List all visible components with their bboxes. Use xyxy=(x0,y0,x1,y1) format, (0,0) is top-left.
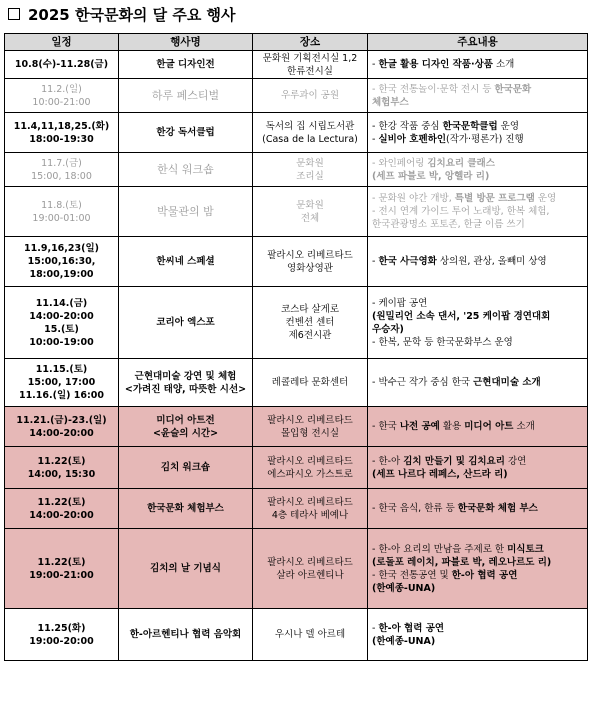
description-line xyxy=(372,255,583,268)
date-cell-line: 15:00, 18:00 xyxy=(31,170,92,182)
highlight-text: (한예종-UNA) xyxy=(372,635,436,647)
place-cell-line: 에스파시오 가스트로 xyxy=(267,468,353,480)
description-line xyxy=(372,455,583,468)
event-name-cell-line: 하루 페스티벌 xyxy=(151,89,220,102)
place-cell-line: 팔라시오 리베르타드 xyxy=(267,496,353,508)
date-cell-line: 11.22(토) xyxy=(37,556,86,568)
date-cell xyxy=(5,287,119,359)
highlight-text: 한국문화 체험 부스 xyxy=(457,503,538,514)
date-cell-line: 11.25(화) xyxy=(37,622,86,634)
place-cell xyxy=(253,237,368,287)
event-name-cell-line: 김치의 날 기념식 xyxy=(150,563,221,574)
place-cell-line: 컨벤션 센터 xyxy=(285,317,335,328)
date-cell xyxy=(5,489,119,529)
description-line xyxy=(372,336,583,349)
description-text: - 한복, 문학 등 한국문화부스 운영 xyxy=(372,336,513,348)
date-cell-line: 11.22(토) xyxy=(37,455,86,467)
event-name-cell-line: <윤슬의 시간> xyxy=(152,427,219,439)
highlight-text: (로돌포 레이치, 파블로 박, 레오나르도 리) xyxy=(372,556,552,568)
table-row xyxy=(5,287,588,359)
header-date: 일정 xyxy=(5,34,119,51)
event-name-cell-line: 한국문화 체험부스 xyxy=(147,503,224,514)
date-cell xyxy=(5,407,119,447)
description-cell xyxy=(368,609,588,661)
event-name-cell xyxy=(119,51,253,79)
description-cell xyxy=(368,113,588,153)
description-text: (작가·평론가) 진행 xyxy=(446,133,524,145)
highlight-text: 우승자) xyxy=(372,323,404,335)
event-name-cell-line: 한씨네 스페셜 xyxy=(156,256,215,267)
description-cell xyxy=(368,187,588,237)
description-text: - 한국 음식, 한류 등 xyxy=(372,503,458,514)
event-name-cell xyxy=(119,447,253,489)
description-cell xyxy=(368,447,588,489)
description-line xyxy=(372,635,583,648)
description-cell xyxy=(368,489,588,529)
highlight-text: 미디어 아트 xyxy=(464,421,514,432)
place-cell xyxy=(253,609,368,661)
date-cell-line: 11.4,11,18,25.(화) xyxy=(13,120,110,132)
highlight-text: (세프 파블로 박, 앙헬라 리) xyxy=(372,170,490,182)
date-cell-line: 18:00-19:30 xyxy=(29,133,94,145)
table-header-row xyxy=(5,34,588,51)
description-line xyxy=(372,569,583,582)
highlight-text: (한예종-UNA) xyxy=(372,582,436,594)
description-line xyxy=(372,310,583,323)
place-cell xyxy=(253,359,368,407)
date-cell xyxy=(5,609,119,661)
date-cell-line: 11.16.(일) 16:00 xyxy=(18,390,105,401)
description-text: - 문화원 야간 개방, xyxy=(372,193,455,204)
highlight-text: 나전 공예 xyxy=(399,421,440,432)
table-row xyxy=(5,407,588,447)
date-cell xyxy=(5,79,119,113)
place-cell-line: 팔라시오 리베르타드 xyxy=(267,414,353,426)
date-cell xyxy=(5,447,119,489)
description-text: - xyxy=(372,622,379,634)
table-row xyxy=(5,113,588,153)
table-row xyxy=(5,51,588,79)
description-line xyxy=(372,96,583,109)
table-row xyxy=(5,359,588,407)
event-name-cell-line: 한글 디자인전 xyxy=(156,59,215,70)
table-row xyxy=(5,529,588,609)
description-line xyxy=(372,582,583,595)
highlight-text: 미식토크 xyxy=(507,543,544,555)
description-text: 운영 xyxy=(534,193,557,204)
table-row xyxy=(5,187,588,237)
description-cell xyxy=(368,237,588,287)
place-cell-line: 독서의 집 시립도서관 xyxy=(265,120,355,132)
description-text: - 한강 작품 중심 xyxy=(372,120,443,132)
place-cell xyxy=(253,447,368,489)
highlight-text: 체험부스 xyxy=(372,96,409,108)
description-text: 소개 xyxy=(513,421,535,432)
highlight-text: 한국문화 xyxy=(494,83,532,95)
description-line xyxy=(372,83,583,96)
description-text: - 박수근 작가 중심 한국 xyxy=(372,377,474,388)
description-cell xyxy=(368,51,588,79)
place-cell-line: 우시나 델 아르테 xyxy=(274,629,346,640)
header-event: 행사명 xyxy=(119,34,253,51)
place-cell-line: 조리실 xyxy=(296,170,324,182)
place-cell-line: 코스타 살게로 xyxy=(280,304,340,315)
place-cell-line: 팔라시오 리베르타드 xyxy=(267,249,353,261)
place-cell-line: 팔라시오 리베르타드 xyxy=(267,455,353,467)
event-name-cell xyxy=(119,237,253,287)
description-cell xyxy=(368,407,588,447)
place-cell xyxy=(253,529,368,609)
description-text: - 한국 전통놀이·문학 전시 등 xyxy=(372,83,495,95)
place-cell xyxy=(253,287,368,359)
checkbox-square-icon xyxy=(8,8,20,20)
description-text: - 한-아 요리의 만남을 주제로 한 xyxy=(372,543,508,555)
event-name-cell xyxy=(119,153,253,187)
header-content: 주요내용 xyxy=(368,34,588,51)
description-text: 한국관광명소 포토존, 한글 이름 쓰기 xyxy=(372,219,525,230)
description-text: 활용 xyxy=(439,421,465,432)
place-cell xyxy=(253,407,368,447)
highlight-text: 김치요리 클래스 xyxy=(427,157,495,169)
place-cell-line: (Casa de la Lectura) xyxy=(262,133,358,145)
event-name-cell xyxy=(119,407,253,447)
table-body xyxy=(5,51,588,661)
description-cell xyxy=(368,153,588,187)
highlight-text: 한국문학클럽 xyxy=(442,120,498,132)
date-cell-line: 19:00-20:00 xyxy=(29,635,94,647)
place-cell xyxy=(253,153,368,187)
place-cell-line: 몰입형 전시실 xyxy=(280,427,340,439)
description-line xyxy=(372,468,583,481)
date-cell-line: 10.8(수)-11.28(금) xyxy=(14,59,109,70)
place-cell-line: 팔라시오 리베르타드 xyxy=(267,556,353,568)
date-cell-line: 14:00-20:00 xyxy=(29,310,94,322)
table-row xyxy=(5,489,588,529)
highlight-text: 한국 사극영화 xyxy=(378,256,437,267)
place-cell-line: 우루과이 공원 xyxy=(280,90,340,101)
highlight-text: 한글 활용 디자인 작품·상품 xyxy=(378,59,493,70)
date-cell-line: 11.8.(토) xyxy=(41,199,82,211)
event-name-cell-line: 코리아 엑스포 xyxy=(156,317,215,328)
date-cell xyxy=(5,187,119,237)
table-row xyxy=(5,447,588,489)
description-line xyxy=(372,376,583,389)
place-cell xyxy=(253,489,368,529)
description-text: - 전시 연계 가이드 투어 노래방, 한복 체험, xyxy=(372,206,550,217)
place-cell-line: 영화상영관 xyxy=(287,262,333,274)
highlight-text: 한-아 협력 공연 xyxy=(378,622,445,634)
highlight-text: (원밀리언 소속 댄서, '25 케이팝 경연대회 xyxy=(372,310,551,322)
date-cell-line: 15:00, 17:00 xyxy=(27,377,96,388)
place-cell xyxy=(253,187,368,237)
place-cell-line: 레콜레타 문화센터 xyxy=(271,377,349,388)
event-name-cell-line: 한-아르헨티나 협력 음악회 xyxy=(129,629,242,640)
description-line xyxy=(372,170,583,183)
date-cell-line: 11.14.(금) xyxy=(35,297,88,309)
description-line xyxy=(372,556,583,569)
date-cell-line: 11.22(토) xyxy=(37,496,86,508)
description-line xyxy=(372,133,583,146)
description-text: - 케이팝 공연 xyxy=(372,297,428,309)
description-text: - 한국 전통공연 및 xyxy=(372,569,452,581)
event-name-cell-line: 한강 독서클럽 xyxy=(156,127,215,138)
place-cell-line: 문화원 xyxy=(296,199,324,211)
description-line xyxy=(372,420,583,433)
description-line xyxy=(372,58,583,71)
event-name-cell-line: 미디어 아트전 xyxy=(156,414,215,426)
highlight-text: 실비아 호펜하인 xyxy=(378,133,446,145)
date-cell xyxy=(5,237,119,287)
event-name-cell xyxy=(119,113,253,153)
description-line xyxy=(372,323,583,336)
date-cell-line: 15.(토) xyxy=(44,323,79,335)
description-line xyxy=(372,543,583,556)
date-cell-line: 11.7.(금) xyxy=(41,157,82,169)
description-text: - 와인페어링 xyxy=(372,157,428,169)
description-text: - xyxy=(372,133,379,145)
page-title xyxy=(8,3,584,25)
place-cell-line: 문화원 xyxy=(296,157,324,169)
date-cell xyxy=(5,51,119,79)
highlight-text: 근현대미술 소개 xyxy=(473,377,541,388)
event-name-cell xyxy=(119,79,253,113)
event-name-cell xyxy=(119,529,253,609)
event-name-cell xyxy=(119,609,253,661)
description-text: - xyxy=(372,256,379,267)
table-row xyxy=(5,609,588,661)
description-text: - 한국 xyxy=(372,421,400,432)
description-text: 강연 xyxy=(504,455,527,467)
date-cell-line: 14:00-20:00 xyxy=(29,509,94,521)
highlight-text: 한-아 협력 공연 xyxy=(451,569,518,581)
event-name-cell xyxy=(119,489,253,529)
date-cell-line: 19:00-21:00 xyxy=(29,569,94,581)
event-name-cell-line: 김치 워크숍 xyxy=(160,462,211,473)
event-name-cell xyxy=(119,359,253,407)
header-place: 장소 xyxy=(253,34,368,51)
description-line xyxy=(372,297,583,310)
place-cell-line: 문화원 기획전시실 1,2 xyxy=(262,52,358,64)
event-name-cell-line: <가려진 태양, 따뜻한 시선> xyxy=(124,383,247,395)
place-cell xyxy=(253,79,368,113)
date-cell-line: 19:00-01:00 xyxy=(32,212,91,224)
table-row xyxy=(5,79,588,113)
place-cell xyxy=(253,51,368,79)
place-cell-line: 전체 xyxy=(300,212,320,224)
event-name-cell-line: 한식 워크숍 xyxy=(157,163,214,176)
description-line xyxy=(372,192,583,205)
event-name-cell xyxy=(119,287,253,359)
place-cell-line: 제6전시관 xyxy=(288,330,332,341)
highlight-text: 특별 방문 프로그램 xyxy=(454,193,535,204)
event-schedule-table xyxy=(4,33,588,661)
description-line xyxy=(372,218,583,231)
description-cell xyxy=(368,529,588,609)
event-name-cell-line: 근현대미술 강연 및 체험 xyxy=(134,370,237,382)
date-cell-line: 11.15.(토) xyxy=(35,364,88,375)
description-line xyxy=(372,205,583,218)
description-line xyxy=(372,157,583,170)
page-title-text: 2025 한국문화의 달 주요 행사 xyxy=(28,5,236,24)
description-text: 상의원, 관상, 올빼미 상영 xyxy=(436,256,547,267)
date-cell-line: 11.9,16,23(일) xyxy=(24,243,99,254)
date-cell-line: 14:00, 15:30 xyxy=(27,468,96,480)
date-cell-line: 10:00-19:00 xyxy=(29,336,94,348)
description-line xyxy=(372,622,583,635)
date-cell xyxy=(5,529,119,609)
highlight-text: (세프 나르다 레페스, 산드라 리) xyxy=(372,468,508,480)
date-cell-line: 11.2.(일) xyxy=(41,83,82,95)
date-cell-line: 14:00-20:00 xyxy=(29,427,94,439)
highlight-text: 김치 만들기 및 김치요리 xyxy=(403,455,505,467)
date-cell-line: 18:00,19:00 xyxy=(29,269,94,280)
date-cell xyxy=(5,359,119,407)
description-text: 운영 xyxy=(497,120,520,132)
event-name-cell-line: 박물관의 밤 xyxy=(157,205,214,218)
place-cell xyxy=(253,113,368,153)
description-line xyxy=(372,120,583,133)
description-cell xyxy=(368,79,588,113)
place-cell-line: 4층 테라사 베예나 xyxy=(271,509,349,521)
table-row xyxy=(5,153,588,187)
place-cell-line: 살라 아르헨티나 xyxy=(276,569,344,581)
date-cell xyxy=(5,153,119,187)
description-cell xyxy=(368,287,588,359)
description-text: - 한-아 xyxy=(372,455,404,467)
description-line xyxy=(372,502,583,515)
date-cell xyxy=(5,113,119,153)
description-text: - xyxy=(372,59,379,70)
date-cell-line: 11.21.(금)-23.(일) xyxy=(16,414,107,426)
description-cell xyxy=(368,359,588,407)
date-cell-line: 15:00,16:30, xyxy=(27,256,96,267)
place-cell-line: 한류전시실 xyxy=(287,65,333,77)
event-name-cell xyxy=(119,187,253,237)
table-row xyxy=(5,237,588,287)
date-cell-line: 10:00-21:00 xyxy=(32,96,91,108)
description-text: 소개 xyxy=(492,59,515,70)
